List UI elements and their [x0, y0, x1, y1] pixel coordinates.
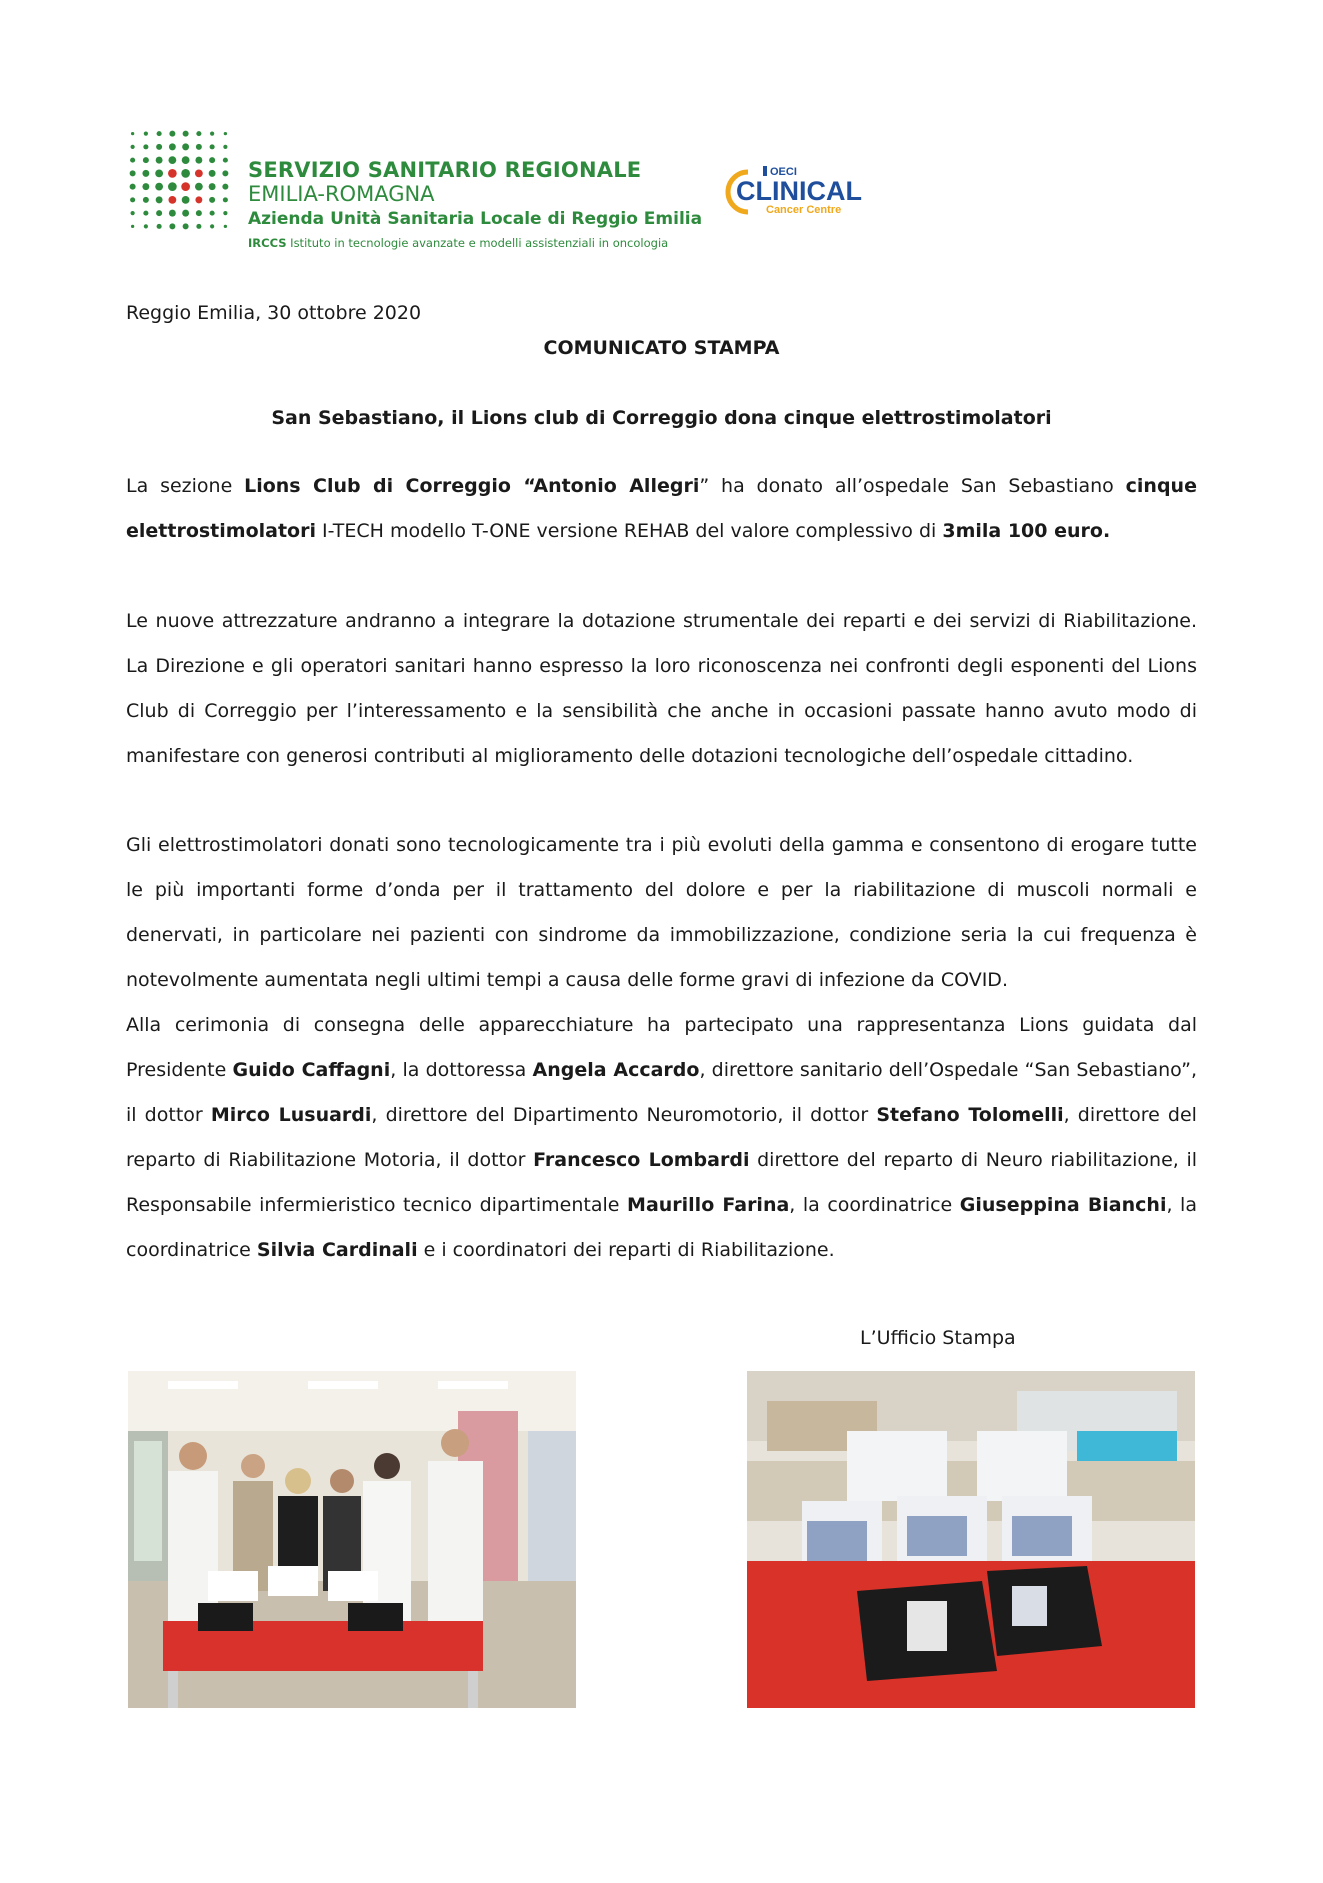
p1-bold-3: 3mila 100 euro.	[942, 520, 1111, 542]
logo-dot	[182, 196, 190, 204]
p1-bold-1: Lions Club di Correggio “Antonio Allegri	[244, 475, 700, 497]
logo-dot	[143, 211, 148, 216]
logo-dot	[210, 211, 215, 216]
p4-name-5: Francesco Lombardi	[533, 1149, 750, 1171]
p4-text-2: , la dottoressa	[390, 1059, 533, 1081]
p4-name-7: Giuseppina Bianchi	[959, 1194, 1167, 1216]
logo-dot	[222, 170, 228, 176]
p1-bold-2: cinque elettrostimolatori	[126, 475, 1197, 542]
paragraph-3: Gli elettrostimolatori donati sono tecnologicamente tra i più evoluti della gamma e consentono di erogare tutte le più importanti forme d’onda per il trattamento del dolore e per la riabilitazione di muscoli normali e denervati, in particolare nei pazienti con sindrome da immobilizzazione, condizione seria la cui frequenza è notevolmente aumentata negli ultimi tempi a causa delle forme gravi di infezione da COVID.	[126, 834, 1197, 991]
logo-dot	[142, 170, 149, 177]
p4-name-4: Stefano Tolomelli	[876, 1104, 1064, 1126]
electrostimulators-photo	[747, 1371, 1195, 1708]
p4-text-1: Alla cerimonia di consegna delle apparecchiature ha partecipato una rappresentanza Lions guidata dal Presidente	[126, 1014, 1197, 1081]
logo-dot	[156, 144, 162, 150]
p4-name-8: Silvia Cardinali	[256, 1239, 418, 1261]
logo-dot	[224, 225, 227, 228]
logo-dot	[156, 157, 163, 164]
paragraph-4	[126, 1003, 1197, 1273]
logo-dot	[130, 184, 136, 190]
logo-dot	[183, 223, 189, 229]
logo-dot	[196, 210, 202, 216]
p1-text-3: I-TECH modello T-ONE versione REHAB del valore complessivo di	[315, 520, 943, 542]
ssr-title: SERVIZIO SANITARIO REGIONALE	[248, 158, 642, 182]
logo-dot	[144, 224, 148, 228]
logo-dot	[142, 183, 149, 190]
logo-dot	[157, 224, 162, 229]
logo-dot	[155, 169, 163, 177]
ssr-irccs-desc: Istituto in tecnologie avanzate e modelli assistenziali in oncologia	[290, 236, 669, 250]
logo-dot	[196, 224, 201, 229]
logo-dot	[156, 210, 162, 216]
logo-dot	[169, 131, 175, 137]
logo-dot	[196, 144, 202, 150]
paragraph-1	[126, 464, 1197, 554]
logo-dot	[209, 157, 215, 163]
logo-dot	[131, 225, 134, 228]
release-date: Reggio Emilia, 30 ottobre 2020	[126, 302, 422, 324]
logo-dot	[143, 197, 149, 203]
release-type-heading: COMUNICATO STAMPA	[543, 337, 780, 359]
logo-dot	[168, 182, 177, 191]
logo-dot	[157, 131, 162, 136]
logo-dot	[223, 145, 227, 149]
logo-dot	[195, 169, 203, 177]
logo-dot	[181, 182, 190, 191]
logo-dot	[182, 143, 189, 150]
oeci-mark	[763, 166, 767, 176]
oeci-clinical-logo	[718, 160, 878, 220]
ssr-region: EMILIA-ROMAGNA	[248, 182, 435, 206]
p4-text-6: direttore del reparto di Neuro riabilitazione, il Responsabile infermieristico tecnico dipartimentale	[126, 1149, 1198, 1216]
logo-dot	[130, 197, 135, 202]
logo-dot	[209, 197, 215, 203]
logo-dot	[144, 132, 148, 136]
logo-dot	[223, 158, 228, 163]
logo-dot	[182, 210, 189, 217]
logo-dot	[196, 131, 201, 136]
logo-dot	[155, 183, 163, 191]
logo-dot	[169, 143, 176, 150]
logo-dot	[130, 158, 135, 163]
logo-dot	[223, 197, 228, 202]
logo-dot	[222, 184, 228, 190]
p4-text-8: , la coordinatrice	[126, 1194, 1197, 1261]
logo-dot	[143, 144, 148, 149]
logo-dot	[181, 169, 190, 178]
ssr-irccs-label: IRCCS	[248, 236, 287, 250]
p1-text-1: La sezione	[126, 475, 245, 497]
p4-text-5: , direttore del reparto di Riabilitazione Motoria, il dottor	[126, 1104, 1197, 1171]
logo-dot	[169, 210, 176, 217]
ssr-logo-text	[248, 158, 702, 254]
signature: L’Ufficio Stampa	[860, 1327, 1016, 1349]
paragraph-2: Le nuove attrezzature andranno a integrare la dotazione strumentale dei reparti e dei servizi di Riabilitazione. La Direzione e gli operatori sanitari hanno espresso la loro riconoscenza nei confronti degli esponenti del Lions Club di Correggio per l’interessamento e la sensibilità che anche in occasioni passate hanno avuto modo di manifestare con generosi contributi al miglioramento delle dotazioni tecnologiche dell’ospedale cittadino.	[126, 610, 1197, 767]
logo-dot	[131, 145, 135, 149]
logo-dot	[143, 157, 149, 163]
logo-dot	[182, 156, 190, 164]
logo-dot	[195, 196, 202, 203]
logo-dot	[156, 196, 163, 203]
ceremony-group-photo	[128, 1371, 576, 1708]
logo-dot	[130, 170, 136, 176]
logo-dot	[131, 132, 134, 135]
logo-dot	[168, 169, 177, 178]
p4-name-1: Guido Caffagni	[232, 1059, 391, 1081]
p4-text-7: , la coordinatrice	[789, 1194, 960, 1216]
logo-dot	[210, 144, 215, 149]
logo-dot	[195, 183, 203, 191]
logo-dot	[210, 224, 214, 228]
logo-dot	[210, 132, 214, 136]
p4-name-2: Angela Accardo	[532, 1059, 700, 1081]
p1-text-2: ” ha donato all’ospedale San Sebastiano	[699, 475, 1126, 497]
oeci-main-text: CLINICAL	[736, 176, 862, 206]
ssr-irccs	[248, 232, 702, 254]
logo-dot	[209, 170, 216, 177]
logo-dot	[183, 131, 189, 137]
p4-text-4: , direttore del Dipartimento Neuromotorio, il dottor	[371, 1104, 877, 1126]
release-title: San Sebastiano, il Lions club di Correggio dona cinque elettrostimolatori	[271, 407, 1052, 429]
p4-name-3: Mirco Lusuardi	[210, 1104, 372, 1126]
logo-dot	[224, 132, 227, 135]
logo-dot	[195, 157, 202, 164]
oeci-small-text: OECI	[770, 166, 797, 178]
oeci-sub-text: Cancer Centre	[766, 204, 842, 216]
p4-name-6: Maurillo Farina	[627, 1194, 790, 1216]
ssr-azienda: Azienda Unità Sanitaria Locale di Reggio Emilia	[248, 209, 703, 229]
logo-dot	[223, 211, 227, 215]
logo-dot	[169, 223, 175, 229]
logo-dot	[209, 183, 216, 190]
p4-text-9: e i coordinatori dei reparti di Riabilitazione.	[417, 1239, 835, 1261]
logo-dot	[168, 196, 176, 204]
logo-dot	[131, 211, 135, 215]
ssr-dot-grid-logo	[126, 127, 232, 233]
p4-text-3: , direttore sanitario dell’Ospedale “San Sebastiano”, il dottor	[126, 1059, 1197, 1126]
logo-dot	[168, 156, 176, 164]
